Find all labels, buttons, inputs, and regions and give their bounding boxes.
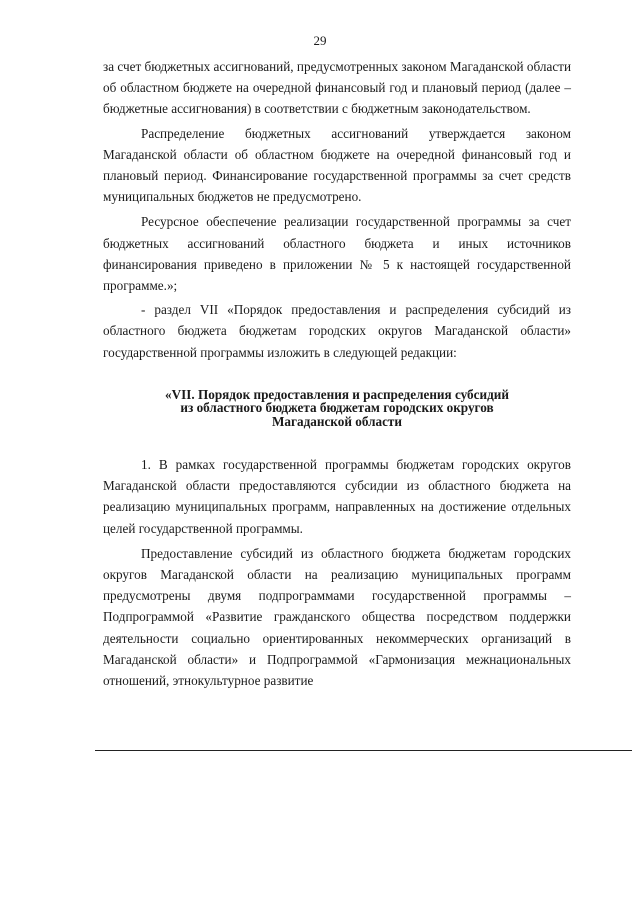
page-number: 29	[313, 33, 327, 48]
document-body	[103, 56, 571, 691]
paragraph-subsidies-subprograms: Предоставление субсидий из областного бюджета бюджетам городских округов Магаданской области на реализацию муниципальных программ предусмотрены двумя подпрограммами государственной программы – Подпрограммой «Развитие гражданского общества посредством поддержки деятельности социально ориентированных некоммерческих организаций в Магаданской области» и Подпрограммой «Гармонизация межнациональных отношений, этнокультурное развитие	[103, 545, 571, 689]
paragraph-budget-allocations: за счет бюджетных ассигнований, предусмотренных законом Магаданской области об областном бюджете на очередной финансовый год и плановый период (далее – бюджетные ассигнования) в соответствии с бюджетным законодательством.	[103, 59, 571, 117]
section-heading	[103, 388, 571, 428]
paragraph-section-vii-amendment: - раздел VII «Порядок предоставления и распределения субсидий из областного бюджета бюджетам городских округов Магаданской области» государственной программы изложить в следующей редакции:	[103, 302, 571, 360]
section-heading-line-1: «VII. Порядок предоставления и распределения субсидий	[165, 386, 509, 402]
paragraph-resource-provision: Ресурсное обеспечение реализации государственной программы за счет бюджетных ассигнований областного бюджета и иных источников финансирования приведено в приложении № 5 к настоящей государственной программе.»;	[103, 214, 571, 294]
section-heading-line-2: из областного бюджета бюджетам городских округов	[180, 400, 494, 416]
section-heading-line-3: Магаданской области	[271, 413, 403, 429]
bottom-divider-line	[95, 750, 632, 751]
paragraph-distribution: Распределение бюджетных ассигнований утверждается законом Магаданской области об областном бюджете на очередной финансовый год и плановый период. Финансирование государственной программы за счет средств муниципальных бюджетов не предусмотрено.	[103, 125, 571, 205]
paragraph-subsidies-item-1: 1. В рамках государственной программы бюджетам городских округов Магаданской области предоставляются субсидии из областного бюджета на реализацию муниципальных программ, направленных на достижение отдельных целей государственной программы.	[103, 457, 571, 536]
